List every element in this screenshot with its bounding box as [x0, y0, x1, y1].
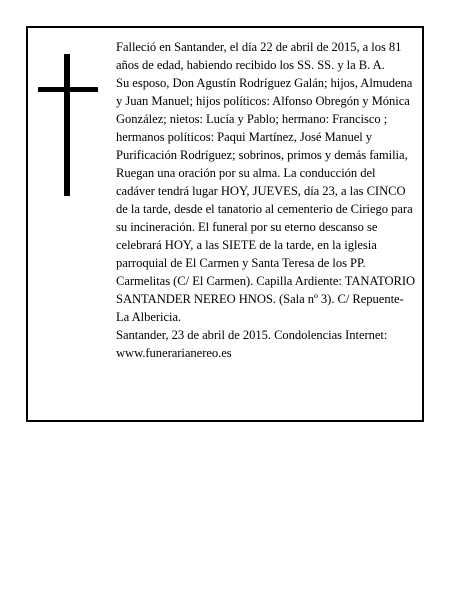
death-announcement-paragraph: Falleció en Santander, el día 22 de abril de 2015, a los 81 años de edad, habiendo recibido los SS. SS. y la B. A.	[116, 40, 402, 72]
funeral-details-paragraph: Ruegan una oración por su alma. La conducción del cadáver tendrá lugar HOY, JUEVES, día 23, a las CINCO de la tarde, desde el tanatorio al cementerio de Ciriego para su incineración. El funeral por su eterno descanso se celebrará HOY, a las SIETE de la tarde, en la iglesia parroquial de El Carmen y Santa Teresa de los PP. Carmelitas (C/ El Carmen). Capilla Ardiente: TANATORIO SANTANDER NEREO HNOS. (Sala nº 3). C/ Repuente-La Albericia.	[116, 166, 416, 324]
cross-vertical-bar	[64, 54, 70, 196]
family-paragraph: Su esposo, Don Agustín Rodríguez Galán; hijos, Almudena y Juan Manuel; hijos políticos: Alfonso Obregón y Mónica González; nietos: Lucía y Pablo; hermano: Francisco ; hermanos políticos: Paqui Martínez, José Manuel y Purificación Rodríguez; sobrinos, primos y demás familia,	[116, 76, 413, 162]
obituary-text	[116, 38, 416, 362]
date-and-condolences-paragraph: Santander, 23 de abril de 2015. Condolencias Internet: www.funerarianereo.es	[116, 328, 388, 360]
cross-icon	[38, 54, 98, 196]
cross-horizontal-bar	[38, 87, 98, 92]
